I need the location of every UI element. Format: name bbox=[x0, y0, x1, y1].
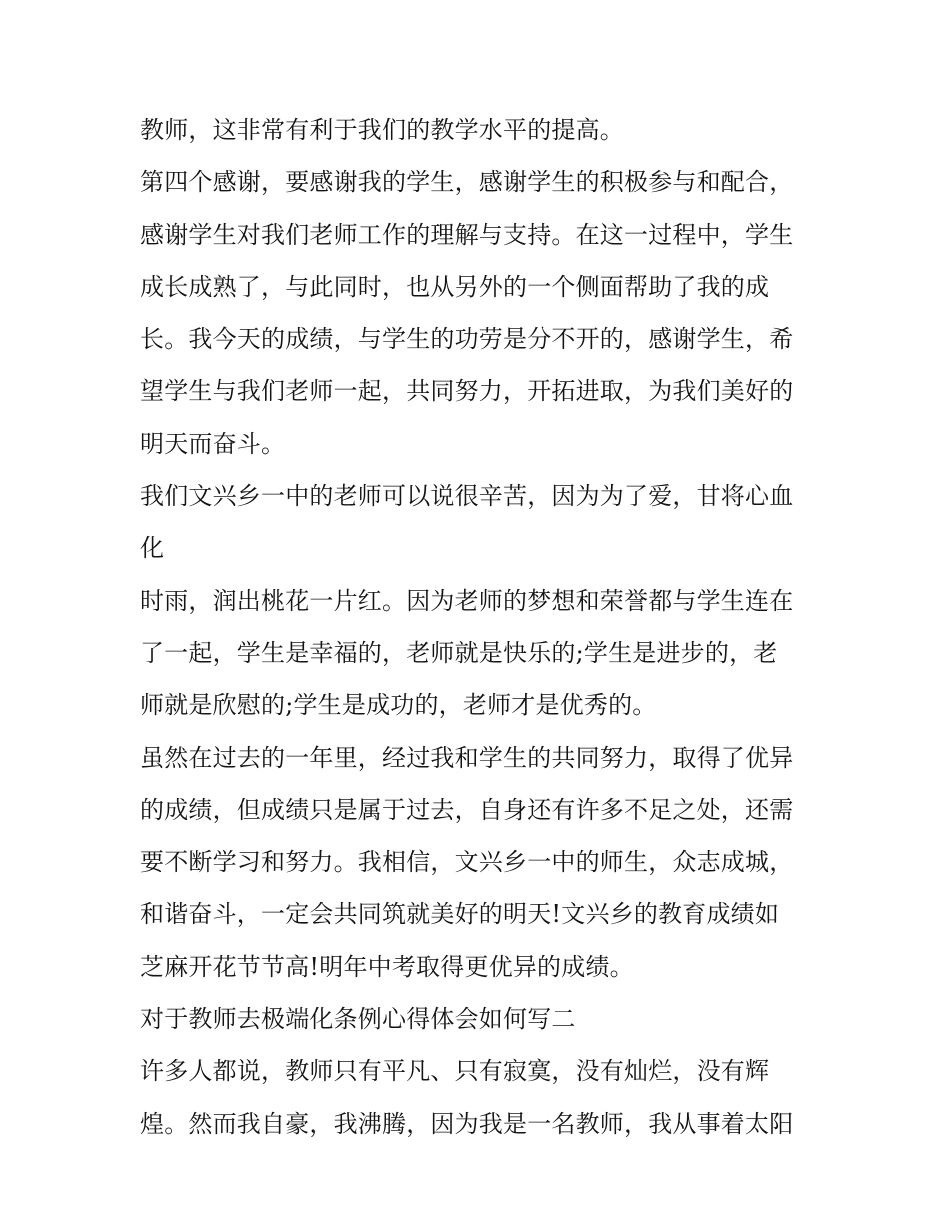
text-line: 煌。然而我自豪，我沸腾，因为我是一名教师，我从事着太阳 bbox=[140, 1109, 794, 1138]
section-heading: 对于教师去极端化条例心得体会如何写二 bbox=[140, 1005, 576, 1034]
text-line: 明天而奋斗。 bbox=[140, 429, 286, 458]
text-line: 的成绩，但成绩只是属于过去，自身还有许多不足之处，还需 bbox=[140, 795, 794, 824]
text-line: 感谢学生对我们老师工作的理解与支持。在这一过程中，学生 bbox=[140, 220, 794, 249]
text-line: 望学生与我们老师一起，共同努力，开拓进取，为我们美好的 bbox=[140, 377, 794, 406]
text-line: 我们文兴乡一中的老师可以说很辛苦，因为为了爱，甘将心血 bbox=[140, 482, 794, 511]
text-line: 和谐奋斗，一定会共同筑就美好的明天!文兴乡的教育成绩如 bbox=[140, 900, 780, 929]
text-line: 芝麻开花节节高!明年中考取得更优异的成绩。 bbox=[140, 952, 634, 981]
text-line: 虽然在过去的一年里，经过我和学生的共同努力，取得了优异 bbox=[140, 743, 794, 772]
text-line: 长。我今天的成绩，与学生的功劳是分不开的，感谢学生，希 bbox=[140, 325, 794, 354]
text-line: 教师，这非常有利于我们的教学水平的提高。 bbox=[140, 116, 624, 144]
text-line: 时雨，润出桃花一片红。因为老师的梦想和荣誉都与学生连在 bbox=[140, 586, 794, 615]
text-line: 成长成熟了，与此同时，也从另外的一个侧面帮助了我的成 bbox=[140, 272, 770, 301]
text-line: 第四个感谢，要感谢我的学生，感谢学生的积极参与和配合， bbox=[140, 168, 794, 197]
text-line: 师就是欣慰的;学生是成功的，老师才是优秀的。 bbox=[140, 691, 657, 720]
document-body bbox=[140, 104, 820, 1150]
text-line: 化 bbox=[140, 534, 165, 563]
text-line: 许多人都说，教师只有平凡、只有寂寞，没有灿烂，没有辉 bbox=[140, 1057, 770, 1086]
text-line: 要不断学习和努力。我相信，文兴乡一中的师生，众志成城， bbox=[140, 848, 794, 877]
text-line: 了一起，学生是幸福的，老师就是快乐的;学生是进步的，老 bbox=[140, 638, 778, 667]
